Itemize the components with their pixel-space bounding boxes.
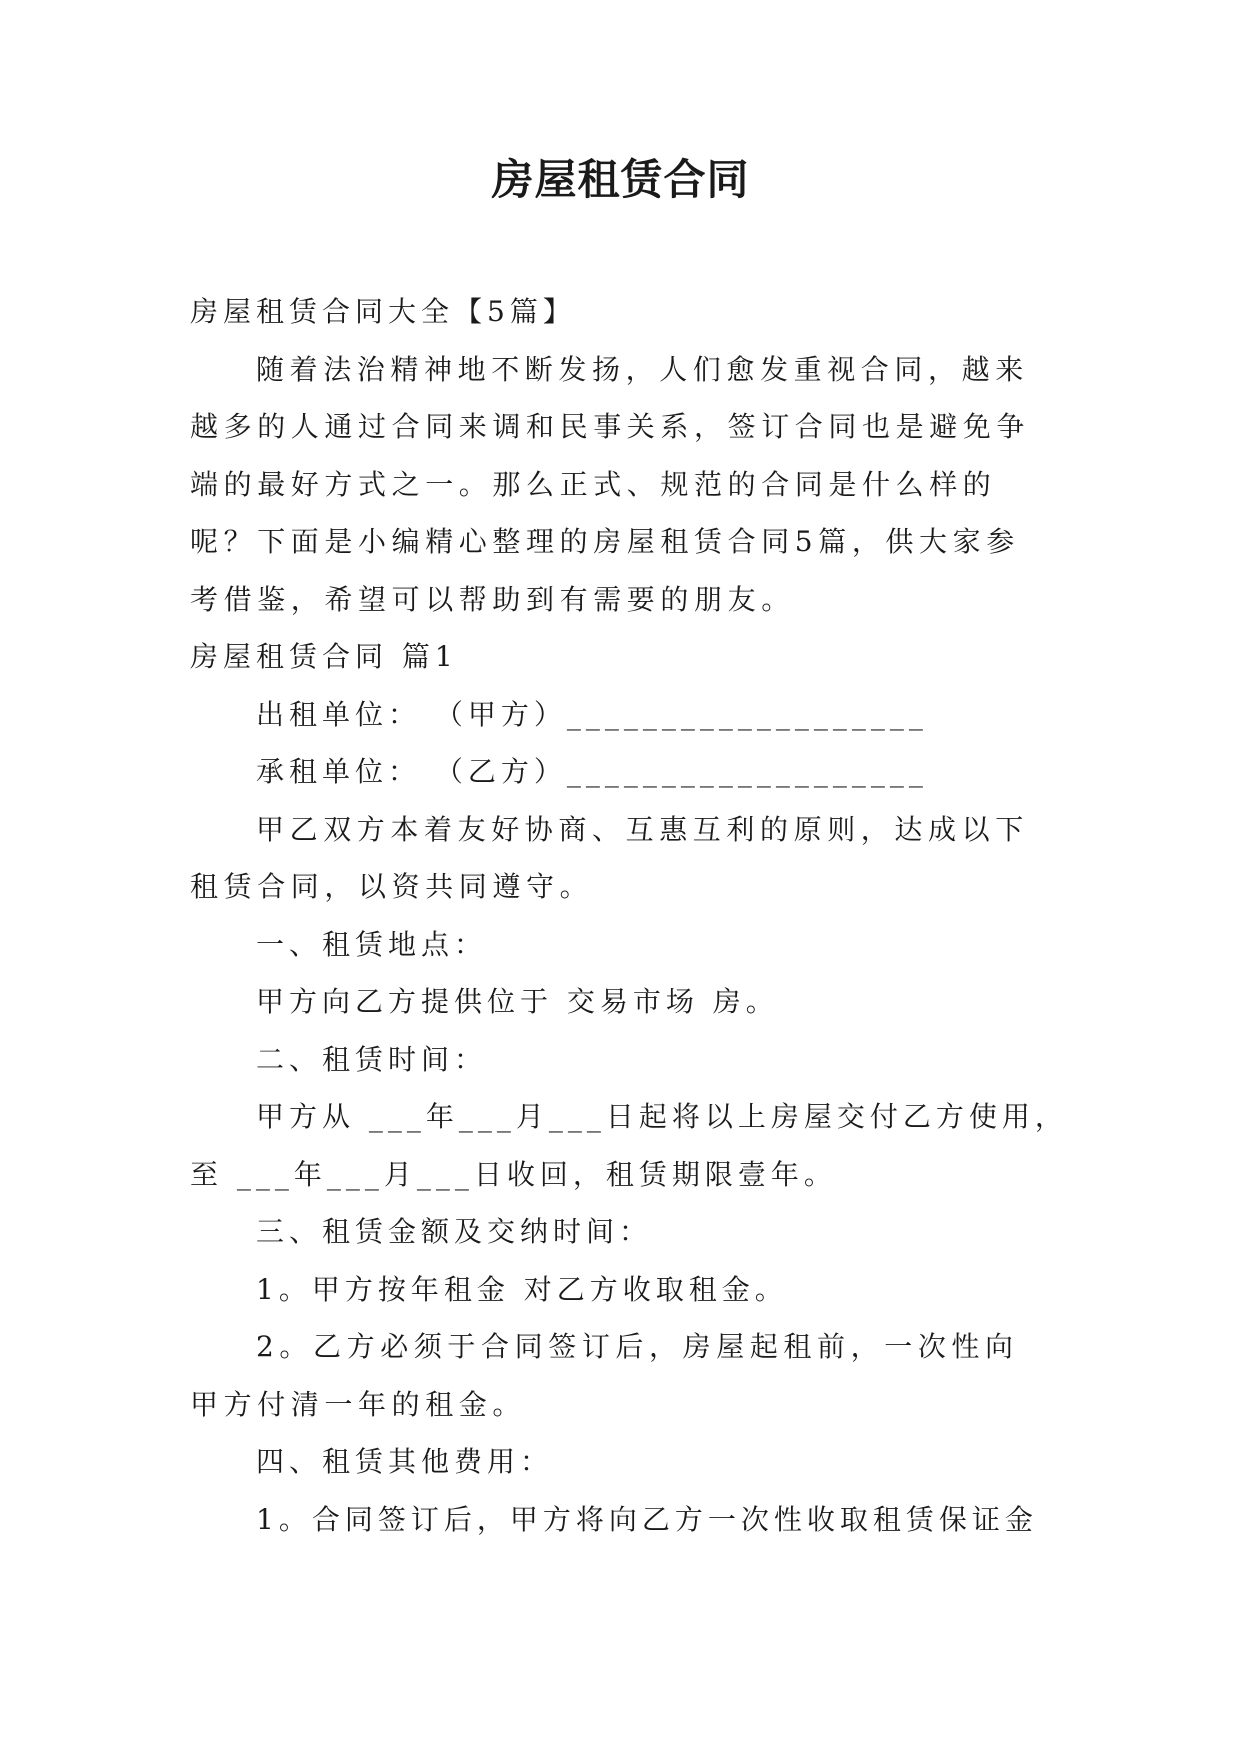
clause-4-item-1: 1。合同签订后，甲方将向乙方一次性收取租赁保证金	[256, 1502, 1038, 1536]
document-body	[190, 283, 1068, 1548]
section-heading: 房屋租赁合同 篇1	[190, 640, 458, 673]
clause-2-text-line2: 至 ___年___月___日收回，租赁期限壹年。	[190, 1157, 837, 1191]
lessee-line: 承租单位： （乙方）___________________	[256, 755, 928, 788]
clause-2-heading: 二、租赁时间：	[256, 1042, 488, 1076]
lessor-line: 出租单位： （甲方）___________________	[256, 697, 928, 731]
clause-3-item-1: 1。甲方按年租金 对乙方收取租金。	[256, 1272, 788, 1306]
clause-3-heading: 三、租赁金额及交纳时间：	[256, 1215, 653, 1248]
clause-1-text: 甲方向乙方提供位于 交易市场 房。	[256, 985, 779, 1018]
collection-heading: 房屋租赁合同大全【5篇】	[190, 295, 576, 328]
agreement-paragraph: 甲乙双方本着友好协商、互惠互利的原则，达成以下租赁合同，以资共同遵守。	[190, 812, 1029, 903]
intro-paragraph: 随着法治精神地不断发扬，人们愈发重视合同，越来越多的人通过合同来调和民事关系，签订合同也是避免争端的最好方式之一。那么正式、规范的合同是什么样的呢？下面是小编精心整理的房屋租赁合同5篇，供大家参考借鉴，希望可以帮助到有需要的朋友。	[190, 352, 1031, 616]
clause-2-text-line1: 甲方从 ___年___月___日起将以上房屋交付乙方使用，	[256, 1100, 1068, 1133]
clause-3-item-2: 2。乙方必须于合同签订后，房屋起租前，一次性向甲方付清一年的租金。	[190, 1330, 1019, 1421]
document-title: 房屋租赁合同	[491, 155, 750, 204]
clause-4-heading: 四、租赁其他费用：	[256, 1445, 554, 1478]
clause-1-heading: 一、租赁地点：	[256, 927, 488, 961]
